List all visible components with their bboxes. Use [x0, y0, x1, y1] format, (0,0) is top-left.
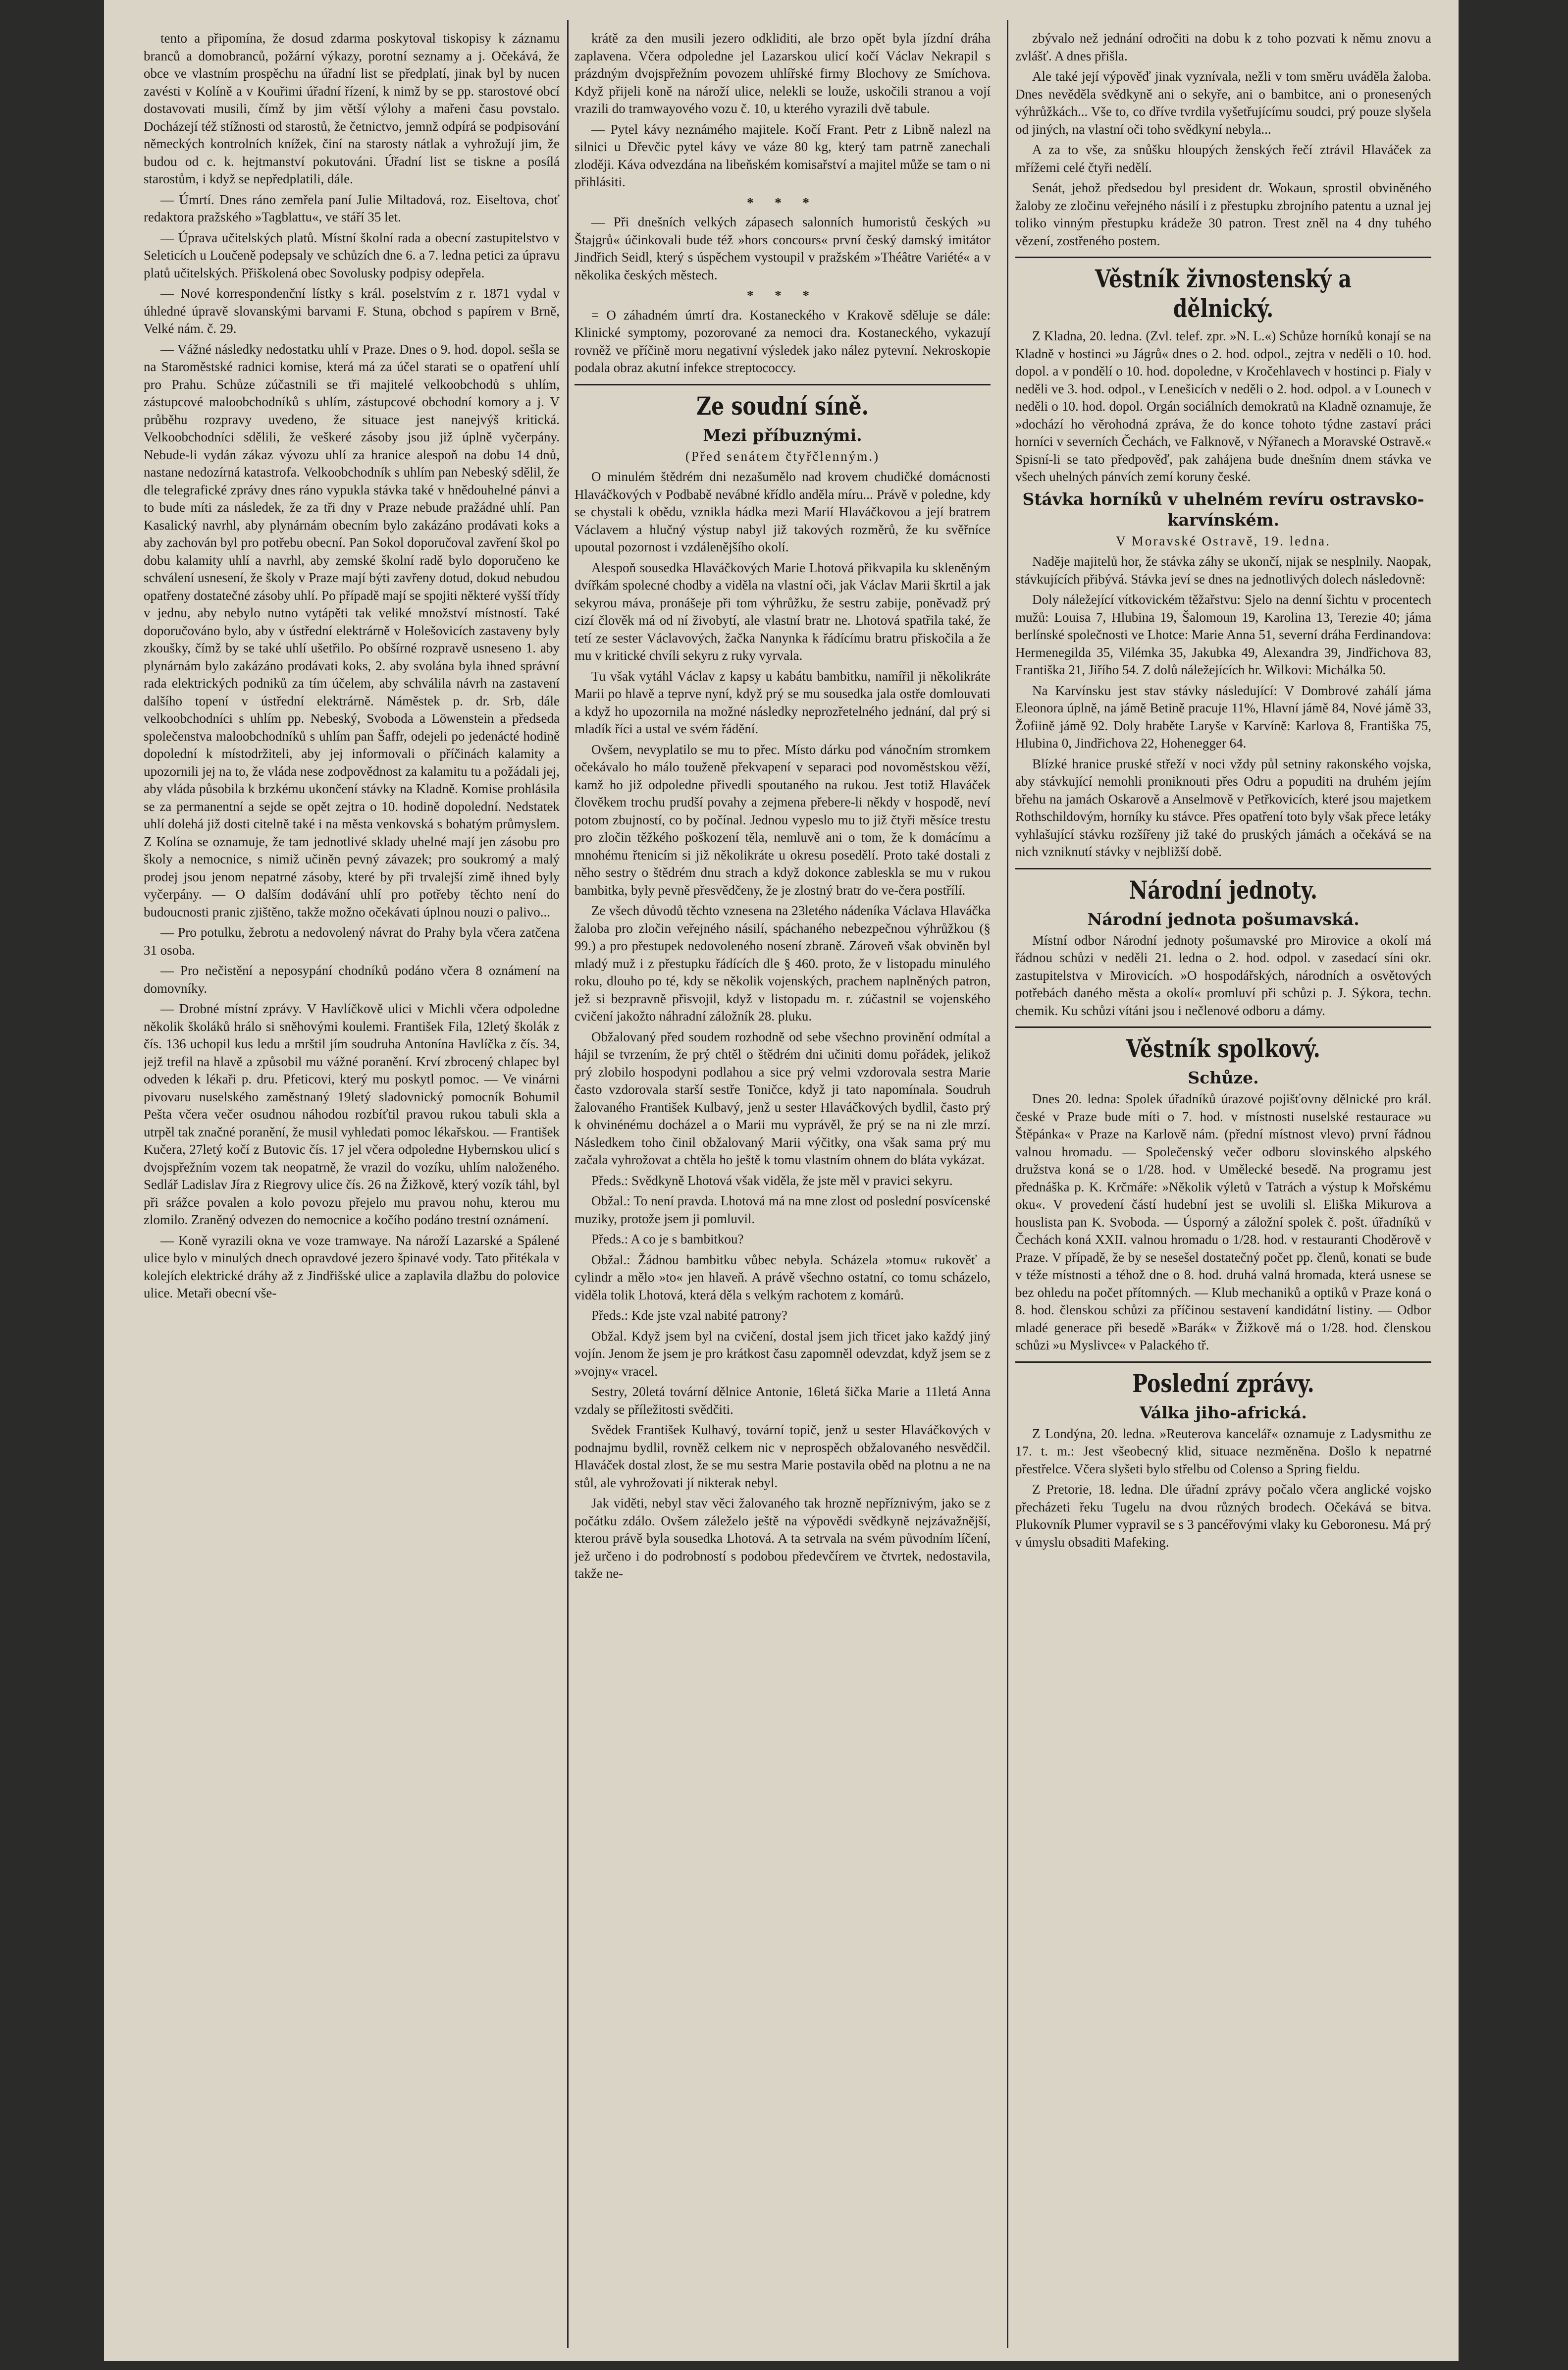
paragraph: krátě za den musili jezero odkliditi, ale brzo opět byla jízdní dráha zaplavena. Včera odpoledne jel Lazarskou ulicí kočí Václav Nekrapil s prázdným dvojspřežním povozem uhlířské firmy Blochovy ze Smíchova. Když přijeli koně na nároží ulice, nelekli se louže, uskočili stranou a vojí vrazili do tramwayového vozu č. 10, u kterého vyrazili dvě tabule. [575, 31, 991, 116]
section-title: Poslední zprávy. [1132, 1368, 1314, 1398]
paragraph: — Pro nečistění a neposypání chodníků podáno včera 8 oznámení na domovníky. [144, 963, 560, 996]
column-rule [1007, 20, 1008, 2348]
paragraph: zbývalo než jednání odročiti na dobu k z toho pozvati k němu znovu a zvlášť. A dnes přišla. [1015, 31, 1431, 63]
paragraph: Obžalovaný před soudem rozhodně od sebe všechno provinění odmítal a hájil se tvrzením, že prý chtěl o štědrém dni učiniti domu pořádek, jelikož prý zlobilo hospodyni podlahou a sice prý velmi vzdorovala sestra Marie často vzdorovala starší sestře Toničce, když ji tato napomínala. Soudruh žalovaného František Kulbavý, jenž u sester Hlaváčkových bydlil, často prý k ohvinénému docházel a o Marii mu vyprávěl, že prý se na ni zle mrzí. Následkem toho činil obžalovaný Marii výčitky, ona však sama prý mu začala vyhrožovat a chtěla ho ještě k tomu vlastním ohnem do bláta vykázat. [575, 1029, 991, 1167]
article-headline: Mezi příbuznými. [703, 425, 862, 445]
paragraph: O minulém štědrém dni nezašumělo nad krovem chudičké domácnosti Hlaváčkových v Podbabě nevábné křídlo anděla míru... Právě v poledne, kdy se chystali k obědu, vznikla hádka mezi Marií Hlaváčkovou a její bratrem Václavem a hlučný výstup nabyl již takových rozměrů, že ku svěřníce upoutal pozornost i vzdálenějšího okolí. [575, 469, 991, 554]
newspaper-page [104, 0, 1459, 2370]
paragraph: Obžal.: Žádnou bambitku vůbec nebyla. Scházela »tomu« rukověť a cylindr a mělo »to« jen hlaveň. A právě všechno ostatní, co tomu scházelo, viděla tolik Lhotová, která děla s velkým rachotem z komárů. [575, 1252, 991, 1302]
paragraph: Z Kladna, 20. ledna. (Zvl. telef. zpr. »N. L.«) Schůze horníků konají se na Kladně v hostinci »u Jágrů« dnes o 2. hod. odpol., zejtra v neděli o 10. hod. dopol. a v pondělí o 10. hod. dopoledne, v Kročehlavech v hostinci p. Fialy v neděli ve 3. hod. odpol., v Lenešicích v neděli o 2. hod. odpol. a v Lounech v neděli o 10. hod. dopol. Orgán sociálních demokratů na Kladně oznamuje, že »dochází ho věrohodná zpráva, že do konce tohoto týdne zastaví práci horníci v severních Čechách, ve Falknově, v Nýřanech a Moravské Ostravě.« Spisní-li se tato předpověď, pak zahájena bude dnešním dnem stávka ve všech uhelných pánvích zemí koruny české. [1015, 328, 1431, 484]
section-title: Národní jednoty. [1129, 875, 1318, 905]
paragraph: — Pro potulku, žebrotu a nedovolený návrat do Prahy byla včera zatčena 31 osoba. [144, 925, 560, 958]
paragraph: — Drobné místní zprávy. V Havlíčkově ulici v Michli včera odpoledne několik školáků hrálo si sněhovými koulemi. František Fila, 12letý školák z čís. 136 uchopil kus ledu a mrštil jím soudruha Antonína Havlíčka z čís. 34, jejž trefil na hlavě a způsobil mu vážné poranění. Krví zbrocený chlapec byl odveden k lékaři p. dru. Pfeticovi, který mu poskytl pomoc. — Ve vinárni pivovaru nuselského zaměstnaný 19letý sladovnický pomocník Bohumil Pešta včera večer osudnou náhodou rozbíťtil pravou rukou tabuli skla a utrpěl tak značné poranění, že musil vyhledati pomoc lékařskou. — František Kučera, 27letý kočí z Butovic čís. 17 jel včera odpoledne Hybernskou ulicí s dvojspřežním vozem tak neopatrně, že vrazil do vozíku, uhlím naloženého. Sedlář Ladislav Jíra z Riegrovy ulice čís. 26 na Žižkově, který vozík táhl, byl při srážce povalen a kolo povozu přejelo mu pravou nohu, kterou mu zlomilo. Zraněný odvezen do nemocnice a kočího podáno trestní oznámení. [144, 1001, 560, 1227]
paragraph: Dnes 20. ledna: Spolek úřadníků úrazové pojišťovny dělnické pro král. české v Praze bude míti o 7. hod. v místnosti nuselské restaurace »u Štěpánka« v Praze na Karlově nám. (přední místnost vlevo) první řádnou valnou hromadu. — Společenský večer odboru slovinského alpského družstva koná se o 1/28. hod. v Umělecké besedě. Na programu jest přednáška p. K. Krčmáře: »Několik výletů v Tatrách a výstup k Mořskému oku«. V provedení částí hudební jest se uvolili sl. Eliška Mikurova a houslista pan K. Svoboda. — Úsporný a záložní spolek č. pošt. úřadníků v Čechách koná XXII. valnou hromadu o 1/28. hod. v restauranti Choděrově v Praze. V případě, že by se nesešel dostatečný počet pp. členů, konati se bude v téže místnosti a téhož dne o 8. hod. druhá valná hromada, která usnese se bez ohledu na počet přítomných. — Klub mechaniků a optiků v Praze koná o 8. hod. členskou schůzi za příčinou sestavení kandidátní listiny. — Odbor mladé generace při besedě »Barák« v Žižkově má o 1/28. hod. členskou schůzi »u Myslivce« v Palackého tř. [1015, 1091, 1431, 1352]
article-headline: Stávka horníků v uhelném revíru ostravsko-karvínském. [1022, 489, 1424, 530]
separator-stars: * * * [747, 288, 818, 303]
paragraph: Z Pretorie, 18. ledna. Dle úřadní zprávy počalo včera anglické vojsko přecházeti řeku Tugelu na dvou různých brodech. Očekává se bitva. Plukovník Plumer vypravil se s 3 pancéřovými vlaky ku Geboronesu. Má prý v úmyslu obsaditi Mafeking. [1015, 1482, 1431, 1550]
section-title: Ze soudní síně. [696, 391, 869, 421]
paragraph: Obžal.: To není pravda. Lhotová má na mne zlost od poslední posvícenské muziky, protože jsem ji pomluvil. [575, 1193, 991, 1226]
paragraph: — Při dnešních velkých zápasech salonních humoristů českých »u Štajgrů« účinkovali bude též »hors concours« první český damský imitátor Jindřich Seidl, který s úspěchem vystoupil v pražském »Théâtre Variété« a v několika českých městech. [575, 215, 991, 282]
article-headline: Válka jiho-africká. [1140, 1402, 1307, 1422]
paragraph: Z Londýna, 20. ledna. »Reuterova kancelář« oznamuje z Ladysmithu ze 17. t. m.: Jest všeobecný klid, situace nezměněna. Došlo k nepatrné přestřelce. Včera slyšeti bylo střelbu od Colenso a Spring fieldu. [1015, 1426, 1431, 1476]
article-subhead: (Před senátem čtyřčlenným.) [685, 448, 880, 464]
scan-edge [104, 2361, 1459, 2370]
paragraph: — Koně vyrazili okna ve voze tramwaye. Na nároží Lazarské a Spálené ulice bylo v minulých dnech opravdové jezero špinavé vody. Tato přitékala v kolejích elektrické dráhy až z Jindřišské ulice a zaplavila dlažbu do polovice ulice. Metaři obecní vše- [144, 1233, 560, 1300]
section-rule [1015, 257, 1431, 258]
paragraph: Ale také její výpověď jinak vyznívala, nežli v tom směru uváděla žaloba. Dnes nevěděla svědkyně ani o sekyře, ani o bambitce, ani o pronesených výhrůžkách... Vše to, co dříve tvrdila vyšetřujícímu soudci, prý pouze slyšela od jiných, na vlastní oči toho svědkyní nebyla... [1015, 69, 1431, 137]
paragraph: — Úmrtí. Dnes ráno zemřela paní Julie Miltadová, roz. Eiseltova, choť redaktora pražského »Tagblattu«, ve stáří 35 let. [144, 192, 560, 224]
paragraph: Blízké hranice pruské střeží v noci vždy půl setniny rakonského vojska, aby stávkující nemohli proniknouti přes Odru a popuditi na druhém jejím břehu na jamách Oskarově a Anselmově v Petřkovicích, které jsou majetkem Rothschildovým, horníky ku stávce. Přes opatření toto byly však přece letáky vyhlašující stávku rozšířeny již také do pruských jámách a očekává se na nich vzniknutí stávky v nejbližší době. [1015, 756, 1431, 859]
separator-stars: * * * [747, 195, 818, 210]
column-3 [1015, 30, 1431, 2358]
paragraph: — Pytel kávy neznámého majitele. Kočí Frant. Petr z Libně nalezl na silnici u Dřevčic pytel kávy ve váze 80 kg, který tam patrně zanechali zloději. Káva odvezdána na libeňském komisařství a majitel může se tam o ni přihlásiti. [575, 121, 991, 189]
paragraph: Předs.: Svědkyně Lhotová však viděla, že jste měl v pravici sekyru. [591, 1173, 953, 1188]
paragraph: Senát, jehož předsedou byl president dr. Wokaun, sprostil obviněného žaloby ze zločinu veřejného násilí i z přestupku zbrojního patentu a uznal jej toliko vinným přestupku krádeže 30 patron. Trest zněl na 4 dny tuhého vězení, zostřeného postem. [1015, 180, 1431, 248]
paragraph: Na Karvínsku jest stav stávky následující: V Dombrové zahálí jáma Eleonora úplně, na jámě Betině pracuje 11%, Hlavní jámě 84, Nové jámě 33, Žofiině jámě 92. Doly hraběte Laryše v Karvíně: Karlova 8, Františka 75, Hlubina 0, Jindřichova 22, Hohenegger 64. [1015, 683, 1431, 751]
article-headline: Schůze. [1188, 1068, 1259, 1087]
article-dateline: V Moravské Ostravě, 19. ledna. [1116, 533, 1331, 548]
section-title: Věstník spolkový. [1126, 1034, 1320, 1063]
paragraph: tento a připomína, že dosud zdarma poskytoval tiskopisy k záznamu branců a domobranců, požární výkazy, porotní seznamy a j. Očekává, že obce ve vlastním prospěchu na úřadní list se předplatí, jinak byl by nucen zavésti v Kolíně a v Kouřimi úřadní řízení, k nimž by se pp. starostové obcí dostavovati musili, čímž by jim větší výlohy a mařeni času povstalo. Docházejí též stížnosti od starostů, že četnictvo, jemnž odpírá se podpisování německých kontrolních knížek, činí na starosty nátlak a vyhrožují jim, že budou od c. k. hejtmanství pokutováni. Úřadní list se tiskne a posílá starostům, i když se nepředplatili, dále. [144, 31, 560, 186]
paragraph: Svědek František Kulhavý, tovární topič, jenž u sester Hlaváčkových v podnajmu bydlil, rovněž celkem nic v neprospěch obžalovaného nesvědčil. Hlaváček dostal zlost, že se mu sestra Marie postavila oběd na plotnu a ne na stůl, ale vyhrožovati jí nikterak nebyl. [575, 1422, 991, 1490]
section-rule [1015, 1361, 1431, 1363]
section-rule [1015, 868, 1431, 869]
column-rule [567, 20, 569, 2348]
paragraph: Doly náležející vítkovickém těžařstvu: Sjelo na denní šichtu v procentech mužů: Louisa 7, Hlubina 19, Šalomoun 19, Karolina 13, Terezie 40; jáma berlínské společnosti ve Lhotce: Marie Anna 51, severní dráha Ferdinandova: Hermenegilda 35, Vilémka 35, Jakubka 49, Alexandra 39, Jindřichova 83, Františka 21, Jiřího 54. Z dolů náležejících hr. Wilkovi: Michálka 50. [1015, 592, 1431, 677]
paragraph: Ze všech důvodů těchto vznesena na 23letého nádeníka Václava Hlaváčka žaloba pro zločin veřejného násilí, spáchaného nebezpečnou výhrůžkou (§ 99.) a pro přestupek nedovoleného nosení zbraně. Zároveň však obviněn byl mladý muž i z přestupku řádících dle § 460. proto, že v listopadu minulého roku, dlouho po té, kdy se několik vojenských, prachem naplněných patron, jež si bezpravně přisvojil, když v listopadu m. r. zúčastnil se vojenského cvičení jakožto náhradní záložník 28. pluku. [575, 903, 991, 1023]
paragraph: Předs.: Kde jste vzal nabité patrony? [591, 1308, 787, 1323]
paragraph: Naděje majitelů hor, že stávka záhy se ukončí, nijak se nesplnily. Naopak, stávkujících přibývá. Stávka jeví se dnes na jednotlivých dolech následovně: [1015, 554, 1431, 587]
paragraph: Předs.: A co je s bambitkou? [591, 1232, 744, 1246]
paragraph: Ovšem, nevyplatilo se mu to přec. Místo dárku pod vánočním stromkem očekávalo ho málo touženě překvapení v separaci pod novoměstskou věží, kamž ho již odpoledne přivedli spoutaného na rukou. Jest totiž Hlaváček člověkem trochu prudší povahy a zejmena přebere-li někdy v hospodě, neví potom zbujností, co by počínal. Jednou vypeslo mu to již čtyři měsíce trestu pro zločin těžkého poškození těla, nemluvě ani o tom, že k domácímu a mnohému řtenicím si již několikráte u okresu posedělí. Proto také dostali z něho sestry o štědrém dnu strach a když dokonce zablesklа se mu v rukou bambitka, byly pevně přesvědčeny, že je zlostný bratr do ve-čera postřílí. [575, 742, 991, 898]
paragraph: — Úprava učitelských platů. Místní školní rada a obecní zastupitelstvo v Seleticích u Loučeně podepsaly ve schůzích dne 6. a 7. ledna petici za úpravu platů učitelských. Přiškolená obec Sovolusky podpisy odepřela. [144, 230, 560, 280]
paragraph: Alespoň sousedka Hlaváčkových Marie Lhotová přikvapila ku skleněným dvířkám spolecné chodby a viděla na vlastní oči, jak Václav Marii škrtil a jak sekyrou máva, pronášeje při tom výhrůžku, že sestru zabije, poněvadž prý cizí člověk má od ní živobytí, ale vlastní bratr ne. Lhotová spatřila také, že tetí ze sester Václavových, žačka Nanynka k řádícímu bratru přiskočila a že mu v kritické chvíli sekyru z ruky vyrvala. [575, 560, 991, 663]
section-rule [1015, 1026, 1431, 1028]
column-1 [144, 30, 560, 2358]
paragraph: — Vážné následky nedostatku uhlí v Praze. Dnes o 9. hod. dopol. sešla se na Staroměstské radnici komise, která má za účel starati se o opatření uhlí pro Prahu. Schůze zúčastnili se tři majitelé velkoobchodů s uhlím, zástupcové maloobchodníků s uhlím, zástupcové obchodní komory a j. V průběhu rozpravy uvedeno, že situace jest nanejvýš kritická. Velkoobchodníci sdělili, že veškeré zásoby jsou již úplně vyčerpány. Nebude-li vydán zákaz vývozu uhlí za hranice alespoň na dobu 14 dnů, nastane nedozírná katastrofa. Velkoobchodník s uhlím pan Nebeský sdělil, že dle telegrafické zprávy dnes ráno vypukla stávka také v hnědouhelné pánvi a to bude míti za následek, že za tři dny v Praze nebude pražádné uhlí. Pan Kasalický navrhl, aby plynárnám obecním bylo zakázáno prodávati koks a aby zachován byl pro potřebu obecní. Pan Sokol doporučoval zavření škol po dobu kalamity uhlí a navrhl, aby zemské školní radě bylo doporučeno ke schválení usnesení, že školy v Praze mají býti zavřeny dotud, dokud nebudou opatřeny dostatečné zásoby uhlí. Po případě mají se spojiti některé vyšší třídy v jednu, aby nebylo nutno vytápěti tak veliké množství místností. Také doporučováno bylo, aby v ústřední elektrárně v Holešovicích zastaveny byly zkoušky, čímž by se také uhlí ušetřilo. Po obšírné rozpravě usneseno 1. aby plynárnám bylo zakázáno prodávati koks, 2. aby svolána byla ihned správní rada elektrických podniků za tím účelem, aby schválila návrh na zastavení dalšího topení v ústřední elektrárně. Náměstek p. dr. Srb, dále velkoobchodníci s uhlím pp. Nebeský, Svoboda a Löwenstein a předseda společenstva maloobchodníků s uhlím pan Šaffr, odejeli po jedenácté hodině dopolední k místodržiteli, aby jej informovali o příčinách kalamity a upozornili jej na to, že vláda nese zodpovědnost za kalamitu tu a požádali jej, aby vláda působila k brzkému ukončení stávky na Kladně. Komise prohlásila se za permanentní a sejde se opět zejtra o 10. hodině dopolední. Nedstatek uhlí dolehá již dosti citelně také i na města venkovská s bohatým průmyslem. Z Kolína se oznamuje, že tam jednotlivé sklady uhelné mají jen zásobu pro školy a nemocnice, s nimiž učiněn pevný závazek; pro soukromý a malý prodej jsou jenom nepatrné zásoby, které by při trvalejší zimě ihned byly vyčerpány. — O dalším dodávání uhlí pro potřeby těchto není do budoucnosti pranic zjištěno, takže možno očekávati úplnou nouzi o palivo... [144, 341, 560, 919]
section-rule [575, 384, 991, 385]
paragraph: — Nové korrespondenční lístky s král. poselstvím z r. 1871 vydal v úhledné úpravě slovanskými barvami F. Stuna, obchod s papírem v Brně, Velké nám. č. 29. [144, 286, 560, 336]
paragraph: Obžal. Když jsem byl na cvičení, dostal jsem jich třicet jako každý jiný vojín. Jenom že jsem je pro krátkost času zapomněl odevzdat, když jsem se z »vojny« vracel. [575, 1328, 991, 1379]
paragraph: Jak viděti, nebyl stav věci žalovaného tak hrozně nepříznivým, jako se z počátku zdálo. Ovšem záleželo ještě na výpovědi svědkyně nejzávažnější, kterou právě byla sousedka Lhotová. A ta setrvala na svém původním líčení, jež určeno i do podrobností s podobou předevčírem ve čtvrtek, nedostavila, takže ne- [575, 1496, 991, 1581]
article-headline: Národní jednota pošumavská. [1087, 909, 1359, 929]
paragraph: = O záhadném úmrtí dra. Kostaneckého v Krakově sděluje se dále: Klinické symptomy, pozorované za nemoci dra. Kostaneckého, vykazují rovněž ve příčině moru negativní výsledek jako nález pytevní. Nekroskopie podala obraz akutní infekce streptococcy. [575, 307, 991, 375]
section-title: Věstník živnostenský a dělnický. [1095, 264, 1352, 323]
paragraph: Místní odbor Národní jednoty pošumavské pro Mirovice a okolí má řádnou schůzi v neděli 21. ledna o 2. hod. odpol. v zasedací síni okr. zastupitelstva v Mirovicích. »O hospodářských, národních a osvětových potřebách daného města a okolí« promluví při schůzi p. J. Sýkora, techn. chemik. Ku schůzi vítáni jsou i nečlenové odboru a dámy. [1015, 932, 1431, 1018]
column-2 [575, 30, 991, 2358]
paragraph: Tu však vytáhl Václav z kapsy u kabátu bambitku, namířil ji několikráte Marii po hlavě a teprve nyní, když prý se mu sousedka jala ostře domlouvati a když ho upozornila na možné následky neprozřetelného jednání, dal prý si mladík říci a ustal ve svém řádění. [575, 668, 991, 736]
paragraph: A za to vše, za snůšku hloupých ženských řečí ztrávil Hlaváček za mřížemi celé čtyři nedělí. [1015, 142, 1431, 175]
paragraph: Sestry, 20letá tovární dělnice Antonie, 16letá šička Marie a 11letá Anna vzdaly se příležitosti svědčiti. [575, 1384, 991, 1417]
